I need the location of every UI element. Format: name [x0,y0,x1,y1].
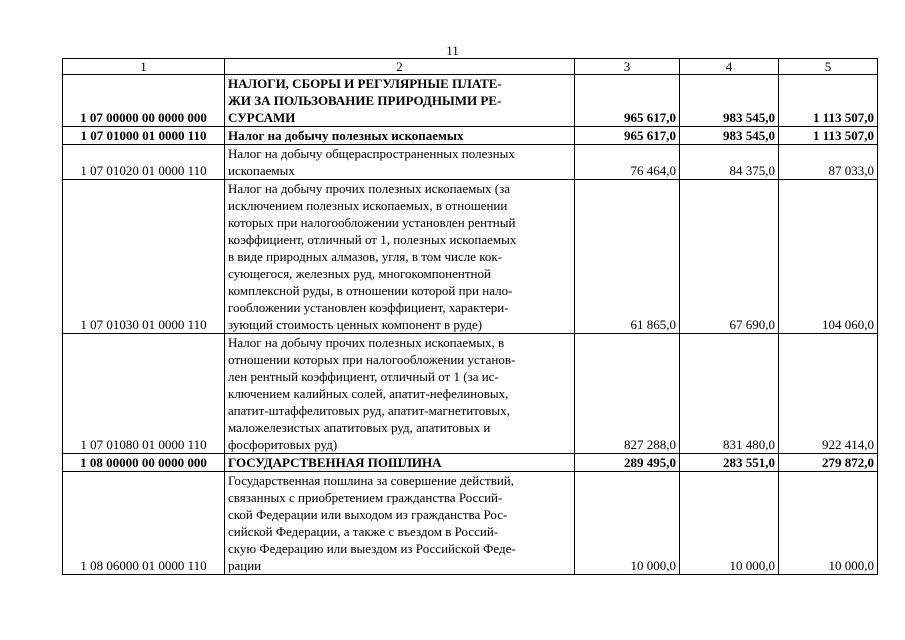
row-name-line: ископаемых [228,163,295,178]
row-name-line: зующий стоимость ценных компонент в руде) [228,317,483,332]
row-value-col5: 104 060,0 [779,180,878,334]
row-value-col5: 10 000,0 [779,472,878,575]
row-value-col4: 283 551,0 [680,454,779,472]
row-code: 1 07 01000 01 0000 110 [63,127,225,145]
row-name-line: НАЛОГИ, СБОРЫ И РЕГУЛЯРНЫЕ ПЛАТЕ- [228,76,502,91]
row-name-line: исключением полезных ископаемых, в отношении [228,198,508,213]
row-name [225,127,575,145]
row-name-line: фосфоритовых руд) [228,437,338,452]
row-name-line: гообложении установлен коэффициент, характери- [228,300,509,315]
column-header-2: 2 [225,59,575,75]
row-name-line: скую Федерацию или выездом из Российской Феде- [228,541,516,556]
row-name-line: Государственная пошлина за совершение действий, [228,473,515,488]
row-name-line: ГОСУДАРСТВЕННАЯ ПОШЛИНА [228,455,442,470]
row-name-line: отношении которых при налогообложении установ- [228,352,516,367]
row-value-col4: 10 000,0 [680,472,779,575]
row-value-col3: 827 288,0 [575,334,680,454]
row-value-col5: 279 872,0 [779,454,878,472]
row-value-col4: 67 690,0 [680,180,779,334]
row-name [225,75,575,127]
table-row [63,334,878,454]
row-name-line: лен рентный коэффициент, отличный от 1 (за ис- [228,369,499,384]
row-name-line: которых при налогообложении установлен рентный [228,215,516,230]
table-row [63,127,878,145]
row-name-line: маложелезистых апатитовых руд, апатитовых и [228,420,491,435]
row-name [225,454,575,472]
row-value-col5: 1 113 507,0 [779,75,878,127]
row-name-line: коэффициент, отличный от 1, полезных ископаемых [228,232,517,247]
row-value-col5: 1 113 507,0 [779,127,878,145]
row-value-col3: 965 617,0 [575,127,680,145]
table-row [63,472,878,575]
row-name-line: рации [228,558,262,573]
table-body [63,75,878,575]
column-header-5: 5 [779,59,878,75]
row-name-line: сующегося, железных руд, многокомпонентной [228,266,491,281]
row-name-line: апатит-штаффелитовых руд, апатит-магнетитовых, [228,403,510,418]
row-value-col4: 983 545,0 [680,127,779,145]
row-value-col5: 87 033,0 [779,145,878,180]
table-row [63,145,878,180]
row-value-col4: 84 375,0 [680,145,779,180]
row-name-line: СУРСАМИ [228,110,296,125]
row-value-col3: 76 464,0 [575,145,680,180]
row-value-col3: 965 617,0 [575,75,680,127]
row-code: 1 07 01080 01 0000 110 [63,334,225,454]
row-name-line: ЖИ ЗА ПОЛЬЗОВАНИЕ ПРИРОДНЫМИ РЕ- [228,93,502,108]
column-header-3: 3 [575,59,680,75]
row-value-col3: 10 000,0 [575,472,680,575]
row-name-line: Налог на добычу полезных ископаемых [228,128,464,143]
row-name [225,145,575,180]
row-name-line: ключением калийных солей, апатит-нефелиновых, [228,386,509,401]
row-value-col3: 61 865,0 [575,180,680,334]
row-code: 1 07 01030 01 0000 110 [63,180,225,334]
column-header-1: 1 [63,59,225,75]
row-name-line: Налог на добычу прочих полезных ископаемых, в [228,335,505,350]
row-name-line: в виде природных алмазов, угля, в том числе кок- [228,249,503,264]
row-code: 1 07 00000 00 0000 000 [63,75,225,127]
page-number: 11 [446,43,459,58]
row-name-line: Налог на добычу прочих полезных ископаемых (за [228,181,511,196]
row-name [225,472,575,575]
row-name-line: Налог на добычу общераспространенных полезных [228,146,515,161]
row-name-line: комплексной руды, в отношении которой при нало- [228,283,513,298]
row-name-line: ской Федерации или выходом из гражданства Рос- [228,507,508,522]
table-row [63,75,878,127]
column-header-row [63,59,878,75]
row-value-col4: 983 545,0 [680,75,779,127]
row-name [225,180,575,334]
row-code: 1 08 00000 00 0000 000 [63,454,225,472]
row-name-line: связанных с приобретением гражданства Россий- [228,490,503,505]
row-code: 1 08 06000 01 0000 110 [63,472,225,575]
row-name-line: сийской Федерации, а также с въездом в Россий- [228,524,499,539]
column-header-4: 4 [680,59,779,75]
row-code: 1 07 01020 01 0000 110 [63,145,225,180]
table-row [63,180,878,334]
row-value-col4: 831 480,0 [680,334,779,454]
row-value-col5: 922 414,0 [779,334,878,454]
table-row [63,454,878,472]
row-name [225,334,575,454]
budget-table [62,58,878,575]
row-value-col3: 289 495,0 [575,454,680,472]
